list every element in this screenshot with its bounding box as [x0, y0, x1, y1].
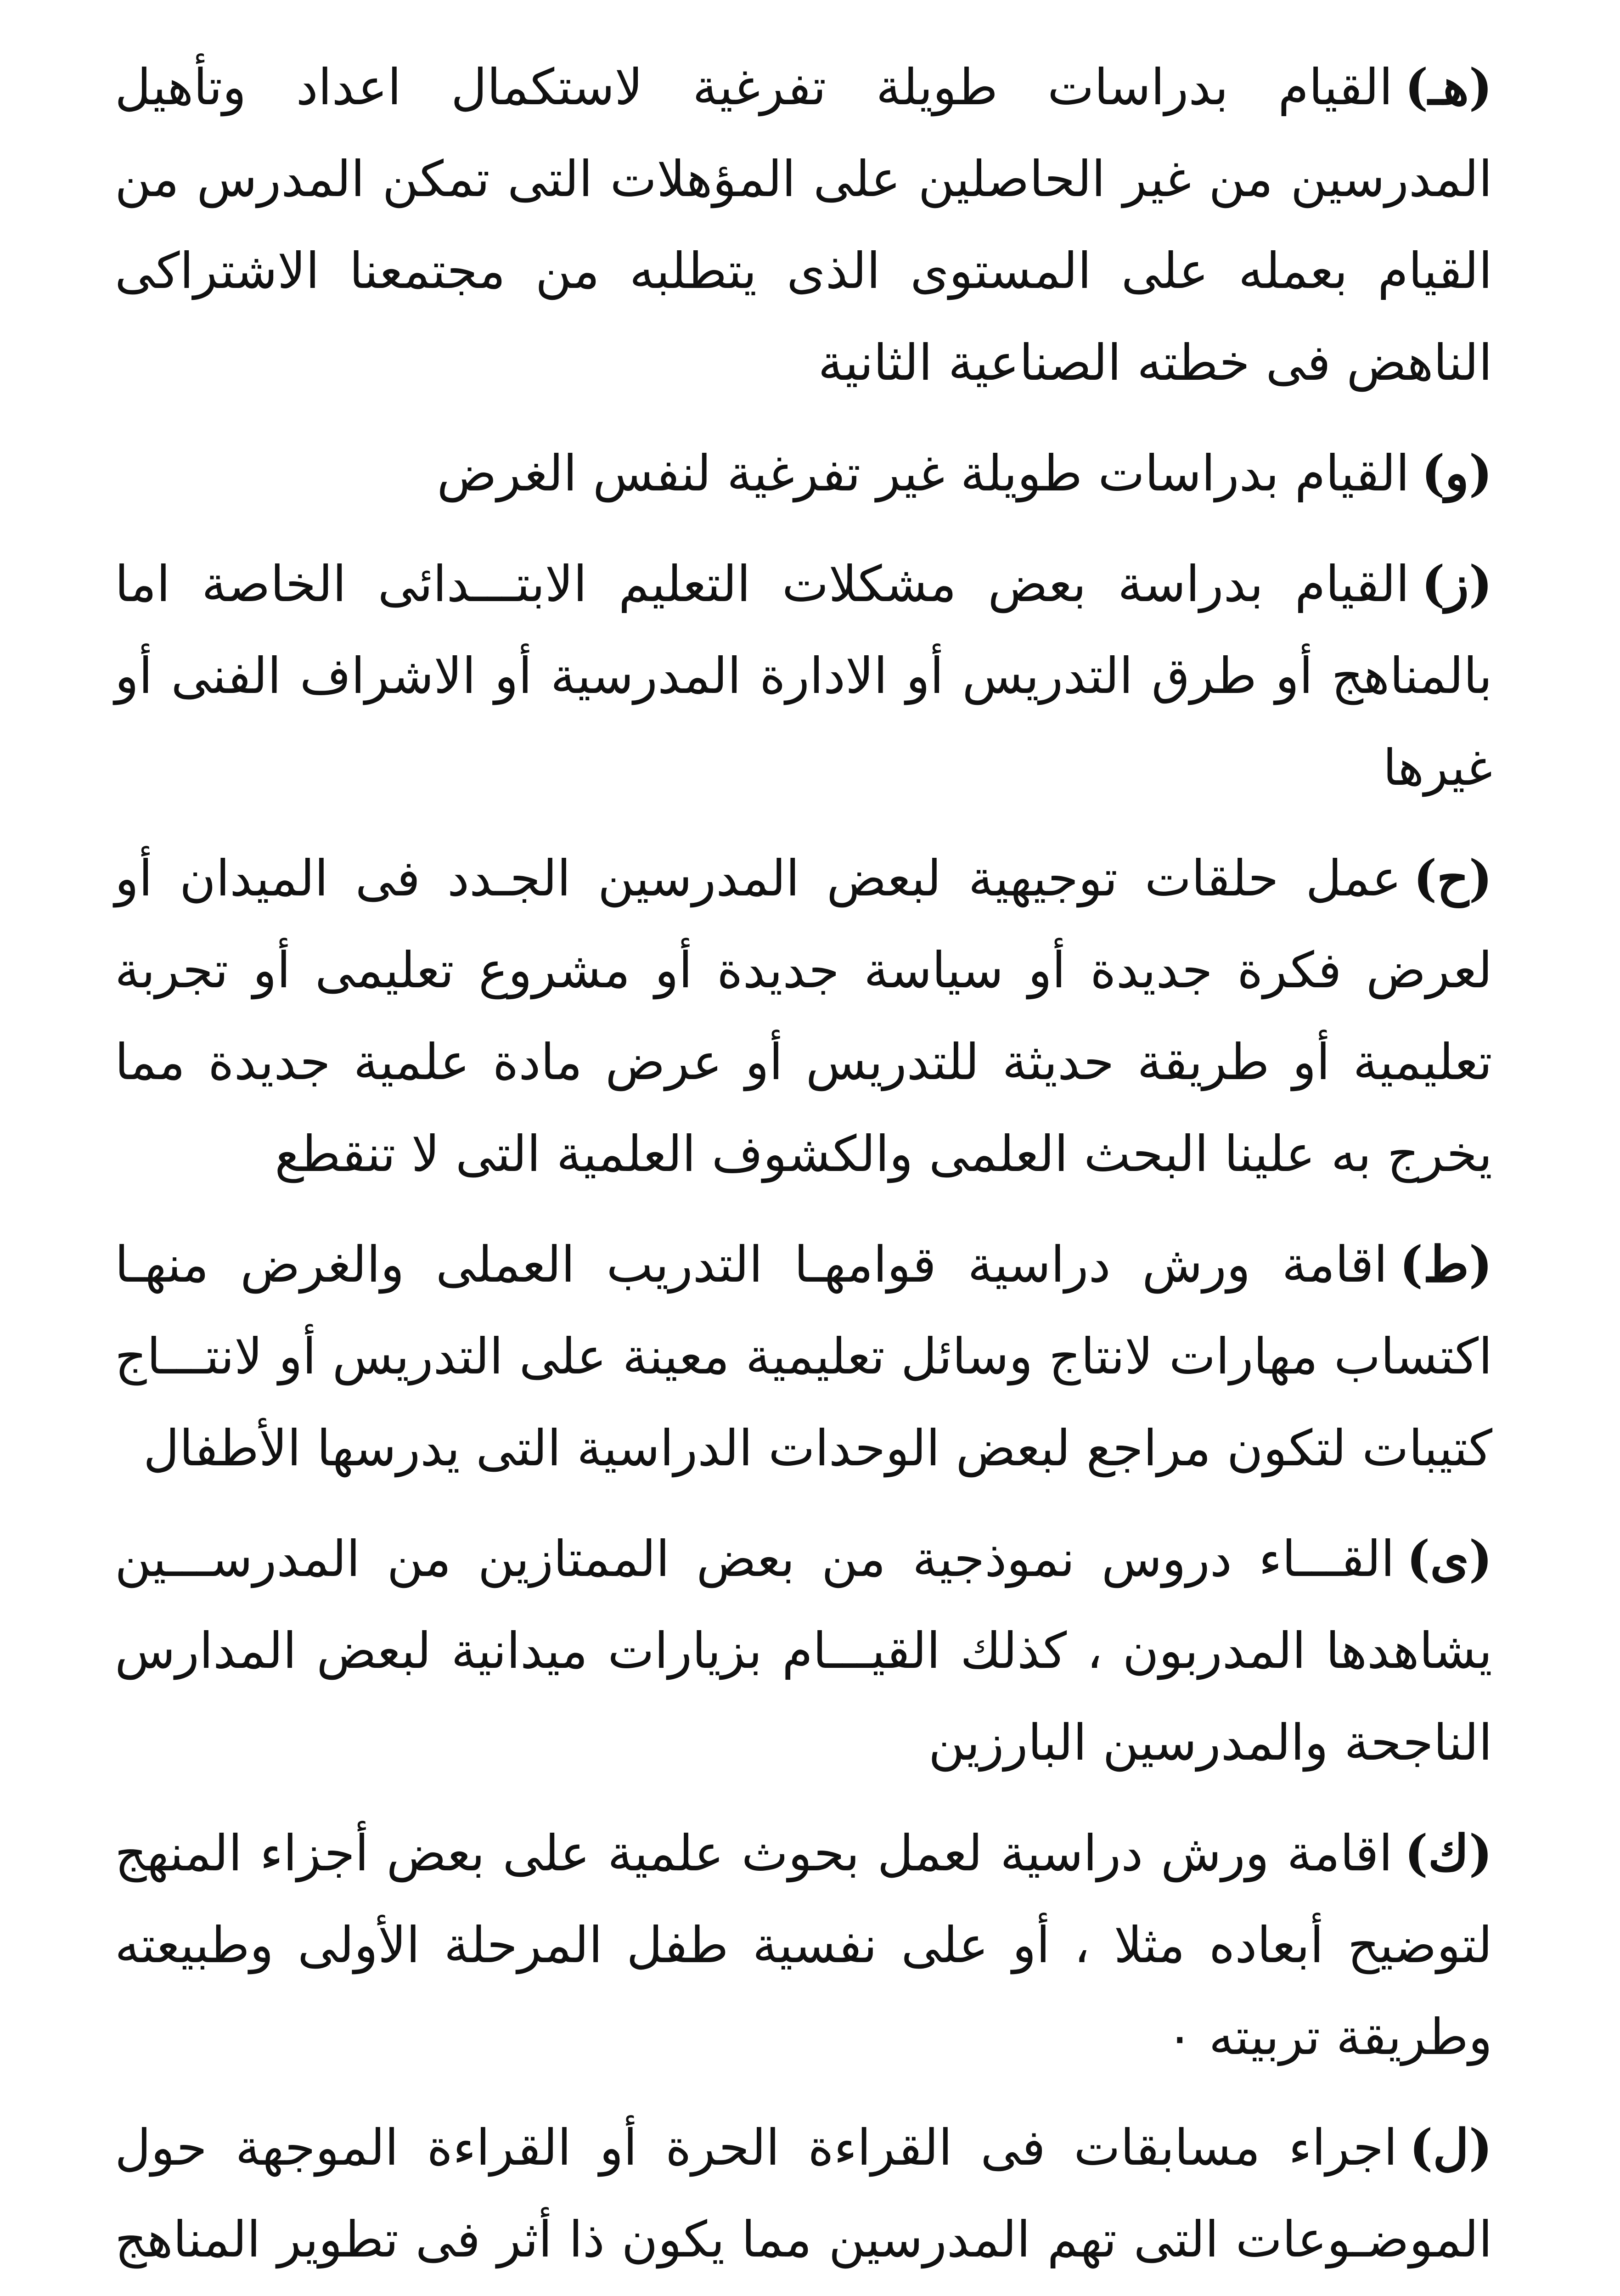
- item-text: اجراء مسابقات فى القراءة الحرة أو القراءة الموجهة حول الموضـوعات التى تهم المدرسين مما يكون ذا أثر فى تطوير المناهج: [115, 2119, 1492, 2268]
- item-text: القيام بدراسات طويلة غير تفرغية لنفس الغرض: [437, 445, 1410, 502]
- item-marker: (ط): [1399, 1236, 1492, 1294]
- list-item-waw: [115, 428, 1492, 520]
- item-text: اقامة ورش دراسية لعمل بحوث علمية على بعض أجزاء المنهج لتوضيح أبعاده مثلا ، أو على نفسية طفل المرحلة الأولى وطبيعته وطريقة تربيته ٠: [115, 1825, 1492, 2066]
- item-text: القيام بدراسة بعض مشكلات التعليم الابتـــدائى الخاصة اما بالمناهج أو طرق التدريس أو الادارة المدرسية أو الاشراف الفنى أو غيرها: [115, 556, 1492, 797]
- document-page: [115, 41, 1492, 2296]
- item-marker: (ك): [1404, 1824, 1492, 1882]
- item-marker: (ى): [1406, 1530, 1492, 1588]
- item-text: عمل حلقات توجيهية لبعض المدرسين الجـدد فى الميدان أو لعرض فكرة جديدة أو سياسة جديدة أو مشروع تعليمى أو تجربة تعليمية أو طريقة حديثة للتدريس أو عرض مادة علمية جديدة مما يخرج به علينا البحث العلمى والكشوف العلمية التى لا تنقطع: [115, 850, 1492, 1183]
- item-text: القيام بدراسات طويلة تفرغية لاستكمال اعداد وتأهيل المدرسين من غير الحاصلين على المؤهلات التى تمكن المدرس من القيام بعمله على المستوى الذى يتطلبه من مجتمعنا الاشتراكى الناهض فى خطته الصناعية الثانية: [115, 59, 1492, 392]
- list-item-zay: [115, 538, 1492, 814]
- item-text: اقامة ورش دراسية قوامهـا التدريب العملى والغرض منهـا اكتساب مهارات لانتاج وسائل تعليمية معينة على التدريس أو لانتـــاج كتيبات لتكون مراجع لبعض الوحدات الدراسية التى يدرسها الأطفال: [115, 1236, 1492, 1477]
- item-marker: (ح): [1413, 850, 1492, 907]
- item-marker: (ز): [1421, 555, 1492, 613]
- list-item-ya: [115, 1513, 1492, 1789]
- item-marker: (هـ): [1405, 58, 1492, 116]
- list-item-he: [115, 41, 1492, 409]
- list-item-lam: [115, 2102, 1492, 2296]
- item-marker: (و): [1421, 445, 1492, 502]
- list-item-ta: [115, 1219, 1492, 1495]
- list-item-ha: [115, 833, 1492, 1200]
- list-item-kaf: [115, 1807, 1492, 2083]
- item-marker: (ل): [1409, 2119, 1492, 2177]
- item-text: القـــاء دروس نموذجية من بعض الممتازين من المدرســـين يشاهدها المدربون ، كذلك القيـــام بزيارات ميدانية لبعض المدارس الناجحة والمدرسين البارزين: [115, 1531, 1492, 1772]
